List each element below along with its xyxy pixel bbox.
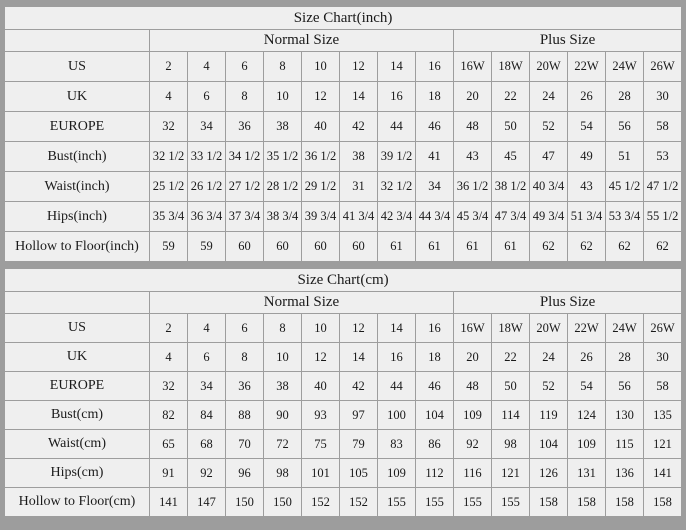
data-cell: 91 [150, 459, 188, 488]
data-cell: 46 [416, 112, 454, 142]
data-cell: 45 3/4 [454, 202, 492, 232]
data-cell: 52 [530, 112, 568, 142]
data-cell: 60 [226, 232, 264, 262]
data-cell: 34 [188, 112, 226, 142]
data-cell: 44 3/4 [416, 202, 454, 232]
data-cell: 61 [416, 232, 454, 262]
data-cell: 14 [340, 82, 378, 112]
data-cell: 14 [340, 343, 378, 372]
data-cell: 22W [568, 314, 606, 343]
data-cell: 4 [150, 343, 188, 372]
table-row [5, 430, 682, 459]
data-cell: 93 [302, 401, 340, 430]
data-cell: 18 [416, 343, 454, 372]
row-label: Bust(cm) [5, 401, 150, 430]
group-header-plus: Plus Size [454, 30, 682, 52]
data-cell: 36 1/2 [302, 142, 340, 172]
data-cell: 115 [606, 430, 644, 459]
data-cell: 51 [606, 142, 644, 172]
data-cell: 36 1/2 [454, 172, 492, 202]
data-cell: 10 [302, 314, 340, 343]
table-row [5, 112, 682, 142]
data-cell: 98 [492, 430, 530, 459]
data-cell: 4 [188, 52, 226, 82]
chart-corner-cell [5, 30, 150, 52]
data-cell: 32 [150, 112, 188, 142]
data-cell: 38 1/2 [492, 172, 530, 202]
data-cell: 59 [188, 232, 226, 262]
row-label: Waist(cm) [5, 430, 150, 459]
data-cell: 158 [530, 488, 568, 517]
data-cell: 54 [568, 372, 606, 401]
row-label: Hollow to Floor(inch) [5, 232, 150, 262]
data-cell: 14 [378, 52, 416, 82]
data-cell: 25 1/2 [150, 172, 188, 202]
data-cell: 79 [340, 430, 378, 459]
row-label: US [5, 52, 150, 82]
data-cell: 34 [416, 172, 454, 202]
row-label: EUROPE [5, 112, 150, 142]
size-chart-inch [4, 6, 682, 262]
data-cell: 97 [340, 401, 378, 430]
data-cell: 16 [416, 52, 454, 82]
table-row [5, 372, 682, 401]
chart-group-row [5, 30, 682, 52]
table-row [5, 232, 682, 262]
data-cell: 8 [264, 52, 302, 82]
row-label: EUROPE [5, 372, 150, 401]
data-cell: 41 [416, 142, 454, 172]
data-cell: 124 [568, 401, 606, 430]
data-cell: 42 [340, 372, 378, 401]
table-row [5, 314, 682, 343]
table-row [5, 459, 682, 488]
chart-body-inch [5, 7, 682, 262]
data-cell: 12 [340, 314, 378, 343]
data-cell: 10 [264, 82, 302, 112]
data-cell: 34 [188, 372, 226, 401]
chart-title: Size Chart(cm) [5, 269, 682, 292]
data-cell: 28 [606, 82, 644, 112]
data-cell: 155 [378, 488, 416, 517]
data-cell: 26 [568, 82, 606, 112]
data-cell: 12 [340, 52, 378, 82]
data-cell: 60 [340, 232, 378, 262]
data-cell: 29 1/2 [302, 172, 340, 202]
data-cell: 39 1/2 [378, 142, 416, 172]
data-cell: 20W [530, 314, 568, 343]
data-cell: 84 [188, 401, 226, 430]
data-cell: 26W [644, 52, 682, 82]
data-cell: 116 [454, 459, 492, 488]
chart-group-row [5, 292, 682, 314]
data-cell: 32 [150, 372, 188, 401]
data-cell: 155 [454, 488, 492, 517]
data-cell: 32 1/2 [150, 142, 188, 172]
data-cell: 20 [454, 343, 492, 372]
data-cell: 35 3/4 [150, 202, 188, 232]
data-cell: 58 [644, 112, 682, 142]
size-chart-cm [4, 268, 682, 517]
data-cell: 43 [454, 142, 492, 172]
data-cell: 53 [644, 142, 682, 172]
data-cell: 45 [492, 142, 530, 172]
data-cell: 24W [606, 52, 644, 82]
data-cell: 44 [378, 112, 416, 142]
data-cell: 104 [416, 401, 454, 430]
data-cell: 35 1/2 [264, 142, 302, 172]
data-cell: 38 [264, 372, 302, 401]
data-cell: 135 [644, 401, 682, 430]
data-cell: 100 [378, 401, 416, 430]
data-cell: 98 [264, 459, 302, 488]
data-cell: 50 [492, 112, 530, 142]
data-cell: 152 [302, 488, 340, 517]
data-cell: 109 [378, 459, 416, 488]
data-cell: 40 3/4 [530, 172, 568, 202]
data-cell: 60 [264, 232, 302, 262]
data-cell: 88 [226, 401, 264, 430]
data-cell: 31 [340, 172, 378, 202]
data-cell: 158 [644, 488, 682, 517]
row-label: US [5, 314, 150, 343]
data-cell: 75 [302, 430, 340, 459]
data-cell: 26W [644, 314, 682, 343]
data-cell: 28 1/2 [264, 172, 302, 202]
data-cell: 96 [226, 459, 264, 488]
data-cell: 34 1/2 [226, 142, 264, 172]
data-cell: 62 [530, 232, 568, 262]
data-cell: 18W [492, 52, 530, 82]
data-cell: 65 [150, 430, 188, 459]
data-cell: 16W [454, 314, 492, 343]
data-cell: 158 [606, 488, 644, 517]
data-cell: 24W [606, 314, 644, 343]
data-cell: 109 [454, 401, 492, 430]
data-cell: 55 1/2 [644, 202, 682, 232]
data-cell: 42 [340, 112, 378, 142]
data-cell: 22W [568, 52, 606, 82]
data-cell: 42 3/4 [378, 202, 416, 232]
data-cell: 40 [302, 372, 340, 401]
data-cell: 36 3/4 [188, 202, 226, 232]
row-label: Hollow to Floor(cm) [5, 488, 150, 517]
chart-title-row [5, 7, 682, 30]
data-cell: 51 3/4 [568, 202, 606, 232]
data-cell: 150 [226, 488, 264, 517]
data-cell: 47 [530, 142, 568, 172]
row-label: Waist(inch) [5, 172, 150, 202]
data-cell: 130 [606, 401, 644, 430]
data-cell: 36 [226, 372, 264, 401]
data-cell: 20 [454, 82, 492, 112]
table-row [5, 343, 682, 372]
data-cell: 61 [454, 232, 492, 262]
data-cell: 92 [188, 459, 226, 488]
data-cell: 47 3/4 [492, 202, 530, 232]
data-cell: 131 [568, 459, 606, 488]
data-cell: 2 [150, 314, 188, 343]
data-cell: 16W [454, 52, 492, 82]
data-cell: 28 [606, 343, 644, 372]
data-cell: 53 3/4 [606, 202, 644, 232]
data-cell: 10 [264, 343, 302, 372]
data-cell: 50 [492, 372, 530, 401]
data-cell: 27 1/2 [226, 172, 264, 202]
data-cell: 18W [492, 314, 530, 343]
data-cell: 6 [226, 52, 264, 82]
data-cell: 8 [226, 343, 264, 372]
table-row [5, 172, 682, 202]
row-label: Bust(inch) [5, 142, 150, 172]
data-cell: 82 [150, 401, 188, 430]
data-cell: 22 [492, 343, 530, 372]
data-cell: 45 1/2 [606, 172, 644, 202]
data-cell: 6 [188, 82, 226, 112]
data-cell: 105 [340, 459, 378, 488]
data-cell: 33 1/2 [188, 142, 226, 172]
data-cell: 30 [644, 82, 682, 112]
data-cell: 141 [150, 488, 188, 517]
chart-body-cm [5, 269, 682, 517]
data-cell: 4 [150, 82, 188, 112]
data-cell: 6 [188, 343, 226, 372]
data-cell: 68 [188, 430, 226, 459]
data-cell: 147 [188, 488, 226, 517]
data-cell: 30 [644, 343, 682, 372]
row-label: Hips(cm) [5, 459, 150, 488]
chart-title: Size Chart(inch) [5, 7, 682, 30]
table-row [5, 52, 682, 82]
row-label: UK [5, 343, 150, 372]
data-cell: 109 [568, 430, 606, 459]
chart-title-row [5, 269, 682, 292]
data-cell: 83 [378, 430, 416, 459]
data-cell: 46 [416, 372, 454, 401]
data-cell: 16 [378, 343, 416, 372]
data-cell: 59 [150, 232, 188, 262]
data-cell: 155 [416, 488, 454, 517]
data-cell: 54 [568, 112, 606, 142]
data-cell: 121 [644, 430, 682, 459]
data-cell: 49 3/4 [530, 202, 568, 232]
data-cell: 6 [226, 314, 264, 343]
data-cell: 86 [416, 430, 454, 459]
data-cell: 49 [568, 142, 606, 172]
data-cell: 112 [416, 459, 454, 488]
data-cell: 39 3/4 [302, 202, 340, 232]
data-cell: 158 [568, 488, 606, 517]
table-row [5, 401, 682, 430]
data-cell: 136 [606, 459, 644, 488]
data-cell: 20W [530, 52, 568, 82]
data-cell: 152 [340, 488, 378, 517]
data-cell: 52 [530, 372, 568, 401]
data-cell: 48 [454, 112, 492, 142]
data-cell: 104 [530, 430, 568, 459]
data-cell: 18 [416, 82, 454, 112]
data-cell: 48 [454, 372, 492, 401]
data-cell: 38 3/4 [264, 202, 302, 232]
data-cell: 61 [492, 232, 530, 262]
data-cell: 62 [644, 232, 682, 262]
data-cell: 26 1/2 [188, 172, 226, 202]
data-cell: 12 [302, 343, 340, 372]
data-cell: 36 [226, 112, 264, 142]
data-cell: 141 [644, 459, 682, 488]
data-cell: 32 1/2 [378, 172, 416, 202]
table-row [5, 202, 682, 232]
data-cell: 58 [644, 372, 682, 401]
data-cell: 60 [302, 232, 340, 262]
group-header-normal: Normal Size [150, 292, 454, 314]
data-cell: 119 [530, 401, 568, 430]
data-cell: 56 [606, 112, 644, 142]
group-header-plus: Plus Size [454, 292, 682, 314]
data-cell: 62 [606, 232, 644, 262]
chart-corner-cell [5, 292, 150, 314]
table-row [5, 142, 682, 172]
data-cell: 16 [378, 82, 416, 112]
data-cell: 121 [492, 459, 530, 488]
data-cell: 44 [378, 372, 416, 401]
data-cell: 38 [264, 112, 302, 142]
data-cell: 22 [492, 82, 530, 112]
data-cell: 8 [226, 82, 264, 112]
data-cell: 72 [264, 430, 302, 459]
data-cell: 61 [378, 232, 416, 262]
data-cell: 56 [606, 372, 644, 401]
data-cell: 37 3/4 [226, 202, 264, 232]
data-cell: 41 3/4 [340, 202, 378, 232]
data-cell: 101 [302, 459, 340, 488]
data-cell: 24 [530, 343, 568, 372]
data-cell: 43 [568, 172, 606, 202]
data-cell: 10 [302, 52, 340, 82]
data-cell: 126 [530, 459, 568, 488]
data-cell: 90 [264, 401, 302, 430]
data-cell: 47 1/2 [644, 172, 682, 202]
data-cell: 26 [568, 343, 606, 372]
data-cell: 92 [454, 430, 492, 459]
data-cell: 4 [188, 314, 226, 343]
data-cell: 12 [302, 82, 340, 112]
table-row [5, 488, 682, 517]
row-label: UK [5, 82, 150, 112]
table-row [5, 82, 682, 112]
data-cell: 40 [302, 112, 340, 142]
data-cell: 8 [264, 314, 302, 343]
group-header-normal: Normal Size [150, 30, 454, 52]
data-cell: 114 [492, 401, 530, 430]
data-cell: 24 [530, 82, 568, 112]
data-cell: 70 [226, 430, 264, 459]
data-cell: 62 [568, 232, 606, 262]
data-cell: 150 [264, 488, 302, 517]
row-label: Hips(inch) [5, 202, 150, 232]
data-cell: 155 [492, 488, 530, 517]
data-cell: 2 [150, 52, 188, 82]
data-cell: 38 [340, 142, 378, 172]
data-cell: 14 [378, 314, 416, 343]
data-cell: 16 [416, 314, 454, 343]
